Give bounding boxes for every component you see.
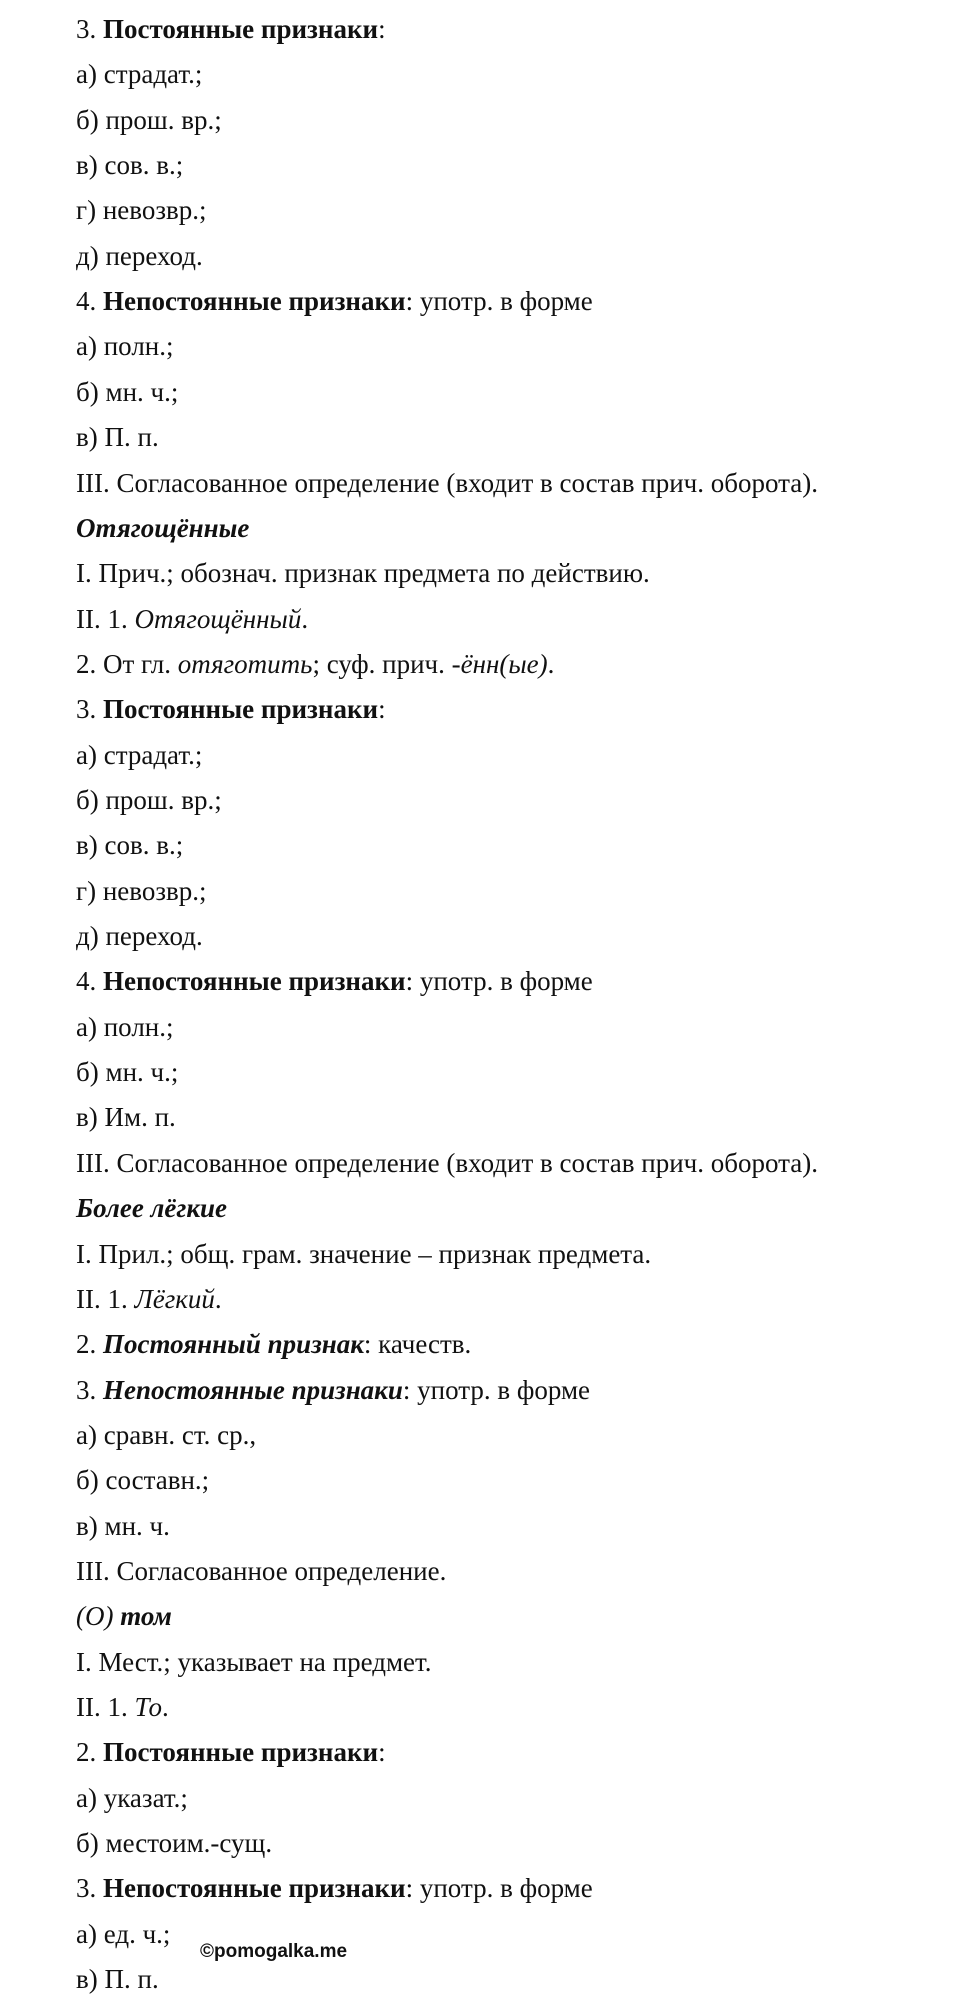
text-line xyxy=(76,1327,471,1361)
text-segment: II. 1. xyxy=(76,1692,135,1722)
text-segment: . xyxy=(547,648,555,679)
text-line xyxy=(76,1100,176,1134)
text-line xyxy=(76,556,650,590)
text-segment: а) указат.; xyxy=(76,1782,188,1813)
text-line xyxy=(76,1282,222,1316)
text-segment: 3. xyxy=(76,1873,103,1904)
watermark: ©pomogalka.me xyxy=(200,1941,348,1962)
text-segment: : употр. в форме xyxy=(405,286,593,317)
text-line xyxy=(76,1055,178,1089)
text-line xyxy=(76,964,593,998)
text-segment: 3. xyxy=(76,14,103,44)
text-segment: III. Согласованное определение (входит в состав прич. оборота). xyxy=(76,467,818,498)
text-segment: ; суф. прич. - xyxy=(312,648,461,679)
text-line xyxy=(76,1599,172,1633)
text-line xyxy=(76,420,159,454)
text-line xyxy=(76,1781,188,1815)
text-line xyxy=(76,1871,593,1905)
text-segment: а) полн.; xyxy=(76,1011,174,1042)
text-segment: II. 1. xyxy=(76,1283,135,1314)
text-segment: б) местоим.-сущ. xyxy=(76,1828,273,1858)
text-segment: Постоянный признак xyxy=(103,1329,364,1360)
text-segment: д) переход. xyxy=(76,240,203,271)
text-line xyxy=(76,239,203,273)
text-segment: Непостоянные признаки xyxy=(103,1374,403,1405)
text-segment: том xyxy=(120,1601,172,1632)
text-segment: б) прош. вр.; xyxy=(76,104,222,135)
text-line xyxy=(76,148,183,182)
text-line xyxy=(76,1509,170,1543)
text-segment: 2. xyxy=(76,1737,103,1768)
text-line xyxy=(76,1826,272,1860)
text-line xyxy=(76,738,202,772)
text-segment: Непостоянные признаки xyxy=(103,1873,406,1904)
text-segment: г) невозвр.; xyxy=(76,875,207,906)
text-segment: : употр. в форме xyxy=(405,1873,593,1904)
text-segment: а) полн.; xyxy=(76,331,174,362)
text-segment: 3. xyxy=(76,694,103,725)
text-line xyxy=(76,783,222,817)
text-segment: I. Мест.; указывает на предмет. xyxy=(76,1646,432,1677)
text-segment: III. Согласованное определение. xyxy=(76,1555,447,1586)
text-segment: б) мн. ч.; xyxy=(76,1057,179,1087)
text-segment: I. Прил.; общ. грам. значение – признак предмета. xyxy=(76,1238,652,1269)
text-segment: . xyxy=(162,1692,169,1722)
text-segment: в) сов. в.; xyxy=(76,830,184,861)
text-segment: 3. xyxy=(76,1374,103,1405)
text-segment: Постоянные признаки xyxy=(103,14,379,44)
text-segment: в) мн. ч. xyxy=(76,1510,170,1541)
text-segment: а) страдат.; xyxy=(76,739,203,770)
text-segment: : употр. в форме xyxy=(405,966,593,997)
text-line xyxy=(76,1146,818,1180)
text-line xyxy=(76,1645,432,1679)
text-segment: II. 1. xyxy=(76,603,135,634)
text-line xyxy=(76,12,386,46)
text-segment: ённ(ые) xyxy=(460,648,548,679)
text-segment: Постоянные признаки xyxy=(103,694,379,725)
text-segment: б) составн.; xyxy=(76,1465,210,1496)
text-line xyxy=(76,1962,159,1996)
text-segment: Лёгкий xyxy=(134,1283,215,1314)
text-segment: Непостоянные признаки xyxy=(103,966,406,997)
text-segment: в) П. п. xyxy=(76,422,159,453)
text-segment: в) Им. п. xyxy=(76,1102,176,1133)
text-line xyxy=(76,284,593,318)
text-line xyxy=(76,511,249,545)
text-line xyxy=(76,692,386,726)
text-segment: : качеств. xyxy=(363,1329,472,1360)
text-line xyxy=(76,828,183,862)
text-line xyxy=(76,874,206,908)
text-line xyxy=(76,1690,169,1724)
text-segment: а) сравн. ст. ср., xyxy=(76,1419,257,1450)
text-line xyxy=(76,1191,227,1225)
text-segment: 4. xyxy=(76,286,103,317)
text-line xyxy=(76,1010,174,1044)
text-line xyxy=(76,1463,209,1497)
text-segment: б) мн. ч.; xyxy=(76,376,179,407)
text-segment: (О) xyxy=(76,1601,121,1632)
text-line xyxy=(76,466,818,500)
text-line xyxy=(76,1735,386,1769)
text-segment: : употр. в форме xyxy=(402,1374,591,1405)
text-line xyxy=(76,193,206,227)
text-segment: То xyxy=(134,1692,163,1722)
text-line xyxy=(76,329,174,363)
text-segment: г) невозвр.; xyxy=(76,195,207,226)
text-segment: Отягощённые xyxy=(76,512,250,543)
text-line xyxy=(76,1554,446,1588)
text-segment: д) переход. xyxy=(76,921,203,951)
text-segment: 4. xyxy=(76,966,103,997)
text-line xyxy=(76,1237,651,1271)
text-segment: а) страдат.; xyxy=(76,59,203,90)
text-line xyxy=(76,1917,170,1951)
text-line xyxy=(76,103,222,137)
text-segment: 2. От гл. xyxy=(76,648,178,679)
text-segment: Постоянные признаки xyxy=(103,1737,379,1768)
text-segment: Непостоянные признаки xyxy=(103,286,406,317)
text-segment: в) сов. в.; xyxy=(76,150,184,181)
text-segment: в) П. п. xyxy=(76,1964,159,1994)
text-line xyxy=(76,375,178,409)
text-line xyxy=(76,919,203,953)
text-segment: : xyxy=(378,14,386,44)
text-segment: 2. xyxy=(76,1329,103,1360)
text-line xyxy=(76,57,202,91)
text-line xyxy=(76,647,554,681)
text-line xyxy=(76,602,308,636)
text-segment: : xyxy=(378,1737,386,1768)
text-segment: отяготить xyxy=(177,648,313,679)
text-segment: Более лёгкие xyxy=(76,1193,228,1224)
text-segment: а) ед. ч.; xyxy=(76,1918,171,1949)
text-segment: : xyxy=(378,694,386,725)
text-line xyxy=(76,1373,590,1407)
text-line xyxy=(76,1418,256,1452)
text-segment: . xyxy=(301,603,309,634)
text-segment: III. Согласованное определение (входит в состав прич. оборота). xyxy=(76,1147,818,1178)
text-segment: б) прош. вр.; xyxy=(76,785,222,815)
text-segment: . xyxy=(214,1283,222,1314)
text-segment: I. Прич.; обознач. признак предмета по действию. xyxy=(76,558,650,589)
text-segment: Отягощённый xyxy=(134,603,302,634)
